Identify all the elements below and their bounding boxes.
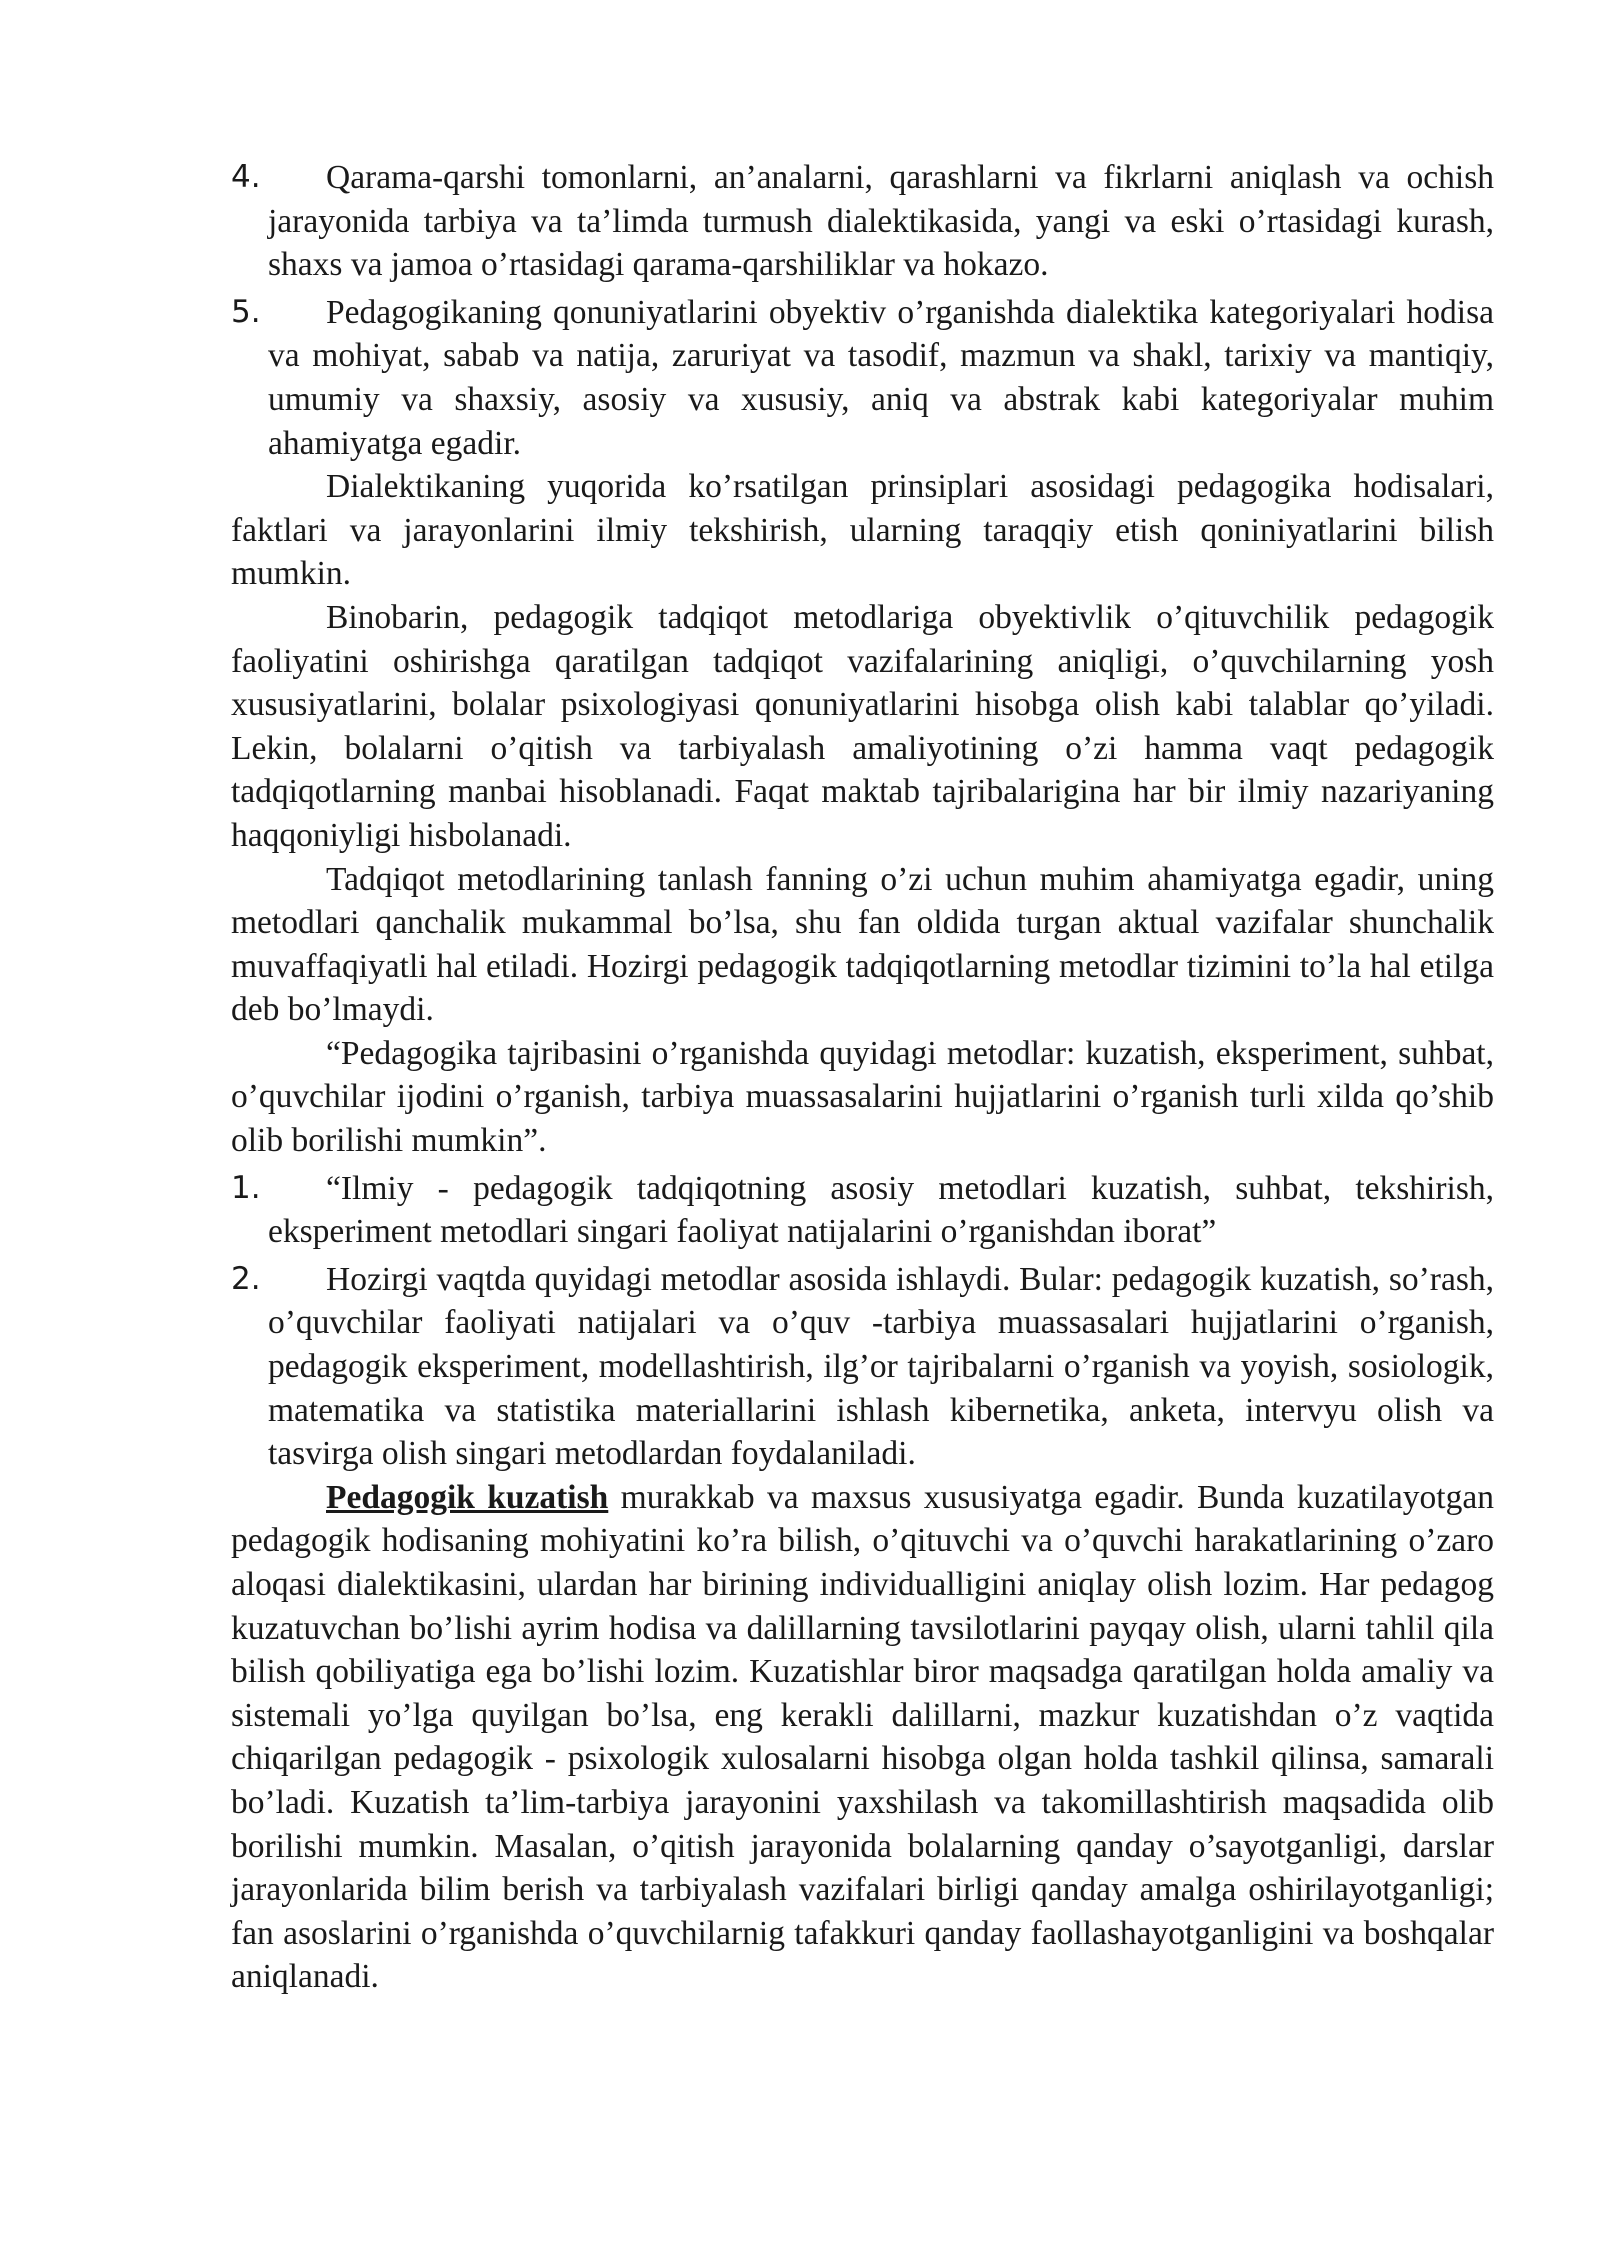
list-number: 5. xyxy=(231,293,261,330)
list-item xyxy=(231,1167,1494,1254)
list-item-text: Qarama-qarshi tomonlarni, an’analarni, qarashlarni va fikrlarni aniqlash va ochish jarayonida tarbiya va ta’limda turmush dialektikasida, yangi va eski o’rtasidagi kurash, shaxs va jamoa o’rtasidagi qarama-qarshiliklar va hokazo. xyxy=(268,159,1494,284)
paragraph: “Pedagogika tajribasini o’rganishda quyidagi metodlar: kuzatish, eksperiment, suhbat, o’quvchilar ijodini o’rganish, tarbiya muassasalarini hujjatlarini o’rganish turli xilda qo’shib olib borilishi mumkin”. xyxy=(231,1034,1494,1160)
list-item-text: “Ilmiy - pedagogik tadqiqotning asosiy metodlari kuzatish, suhbat, tekshirish, eksperiment metodlari singari faoliyat natijalarini o’rganishdan iborat” xyxy=(268,1169,1494,1251)
list-item-text: Hozirgi vaqtda quyidagi metodlar asosida ishlaydi. Bular: pedagogik kuzatish, so’rash, o’quvchilar faoliyati natijalari va o’quv -tarbiya muassasalari hujjatlarini o’rganish, pedagogik eksperiment, modellashtirish, ilg’or tajribalarni o’rganish va yoyish, sosiologik, matematika va statistika materiallarini ishlash kibernetika, anketa, intervyu olish va tasvirga olish singari metodlardan foydalaniladi. xyxy=(268,1260,1494,1473)
list-item xyxy=(231,1258,1494,1476)
document-page xyxy=(231,156,1494,1999)
list-number: 1. xyxy=(231,1169,261,1206)
list-item xyxy=(231,291,1494,465)
list-number: 2. xyxy=(231,1260,261,1297)
list-item-text: Pedagogikaning qonuniyatlarini obyektiv o’rganishda dialektika kategoriyalari hodisa va mohiyat, sabab va natija, zaruriyat va tasodif, mazmun va shakl, tarixiy va mantiqiy, umumiy va shaxsiy, asosiy va xususiy, aniq va abstrak kabi kategoriyalar muhim ahamiyatga egadir. xyxy=(268,293,1494,462)
paragraph-pedagogik-kuzatish xyxy=(231,1476,1494,1999)
list-item xyxy=(231,156,1494,287)
paragraph: Tadqiqot metodlarining tanlash fanning o’zi uchun muhim ahamiyatga egadir, uning metodlari qanchalik mukammal bo’lsa, shu fan oldida turgan aktual vazifalar shunchalik muvaffaqiyatli hal etiladi. Hozirgi pedagogik tadqiqotlarning metodlar tizimini to’la hal etilga deb bo’lmaydi. xyxy=(231,860,1494,1029)
paragraph: Dialektikaning yuqorida ko’rsatilgan prinsiplari asosidagi pedagogika hodisalari, faktlari va jarayonlarini ilmiy tekshirish, ularning taraqqiy etish qoniniyatlarini bilish mumkin. xyxy=(231,468,1494,593)
paragraph: Binobarin, pedagogik tadqiqot metodlariga obyektivlik o’qituvchilik pedagogik faoliyatini oshirishga qaratilgan tadqiqot vazifalarining aniqligi, o’quvchilarning yosh xususiyatlarini, bolalar psixologiyasi qonuniyatlarini hisobga olish kabi talablar qo’yiladi. Lekin, bolalarni o’qitish va tarbiyalash amaliyotining o’zi hamma vaqt pedagogik tadqiqotlarning manbai hisoblanadi. Faqat maktab tajribalarigina har bir ilmiy nazariyaning haqqoniyligi hisbolanadi. xyxy=(231,598,1494,854)
list-number: 4. xyxy=(231,159,261,195)
paragraph-text: murakkab va maxsus xususiyatga egadir. Bunda kuzatilayotgan pedagogik hodisaning mohiyatini ko’ra bilish, o’qituvchi va o’quvchi harakatlarining o’zaro aloqasi dialektikasini, ulardan har birining individualligini aniqlay olish lozim. Har pedagog kuzatuvchan bo’lishi ayrim hodisa va dalillarning tavsilotlarini payqay olish, ularni tahlil qila bilish qobiliyatiga ega bo’lishi lozim. Kuzatishlar biror maqsadga qaratilgan holda amaliy va sistemali yo’lga quyilgan bo’lsa, eng kerakli dalillarni, mazkur kuzatishdan o’z vaqtida chiqarilgan pedagogik - psixologik xulosalarni hisobga olgan holda tashkil qilinsa, samarali bo’ladi. Kuzatish ta’lim-tarbiya jarayonini yaxshilash va takomillashtirish maqsadida olib borilishi mumkin. Masalan, o’qitish jarayonida bolalarning qanday o’sayotganligi, darslar jarayonlarida bilim berish va tarbiyalash vazifalari birligi qanday amalga oshirilayotganligi; fan asoslarini o’rganishda o’quvchilarnig tafakkuri qanday faollashayotganligini va boshqalar aniqlanadi. xyxy=(231,1478,1494,1996)
term-heading: Pedagogik kuzatish xyxy=(326,1478,609,1516)
